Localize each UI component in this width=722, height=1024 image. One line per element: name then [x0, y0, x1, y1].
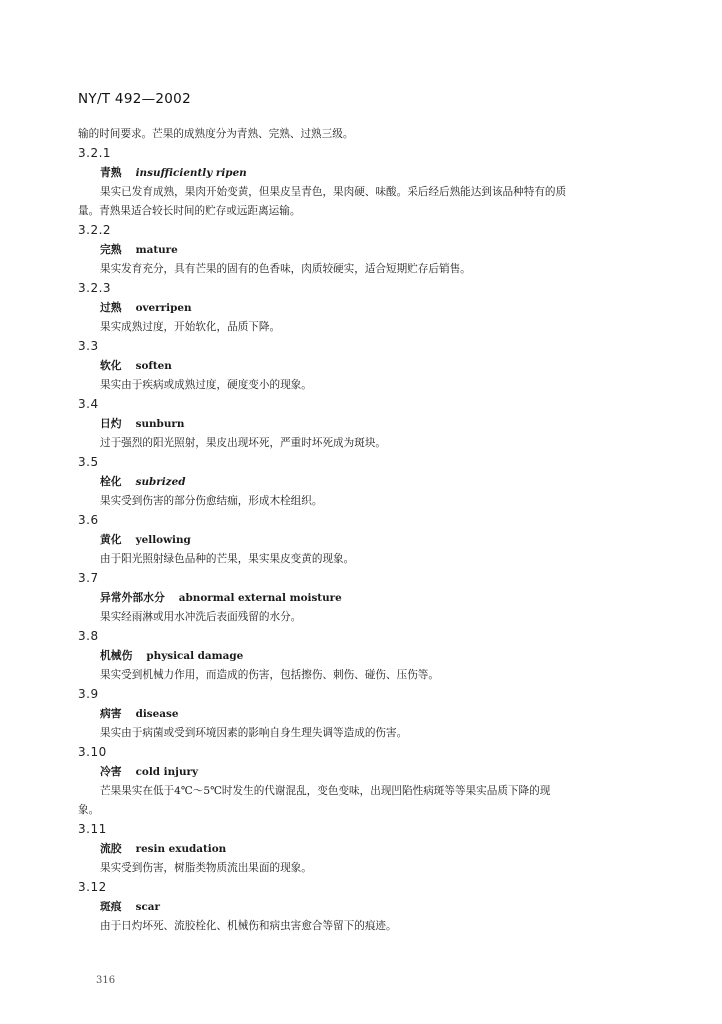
clause-number: 3.9 — [78, 687, 99, 701]
term-entry — [78, 820, 658, 878]
term-english: disease — [135, 708, 179, 720]
term-definition: 过于强烈的阳光照射，果皮出现坏死，严重时坏死成为斑块。 — [100, 437, 387, 449]
term-heading — [78, 762, 658, 782]
term-english: resin exudation — [135, 843, 227, 855]
term-heading — [78, 414, 658, 434]
clause-number: 3.7 — [78, 571, 99, 585]
term-english: soften — [135, 360, 172, 372]
term-definition: 果实发育充分，具有芒果的固有的色香味，肉质较硬实，适合短期贮存后销售。 — [100, 263, 471, 275]
term-english: mature — [135, 244, 178, 256]
term-entry — [78, 144, 658, 221]
term-heading — [78, 588, 658, 608]
term-definition: 果实已发育成熟，果肉开始变黄，但果皮呈青色，果肉硬、味酸。采后经后熟能达到该品种特有的质 — [100, 186, 567, 198]
clause-number: 3.10 — [78, 745, 107, 759]
term-definition-continued: 象。 — [78, 804, 100, 816]
term-heading — [78, 472, 658, 492]
term-definition: 果实经雨淋或用水冲洗后表面残留的水分。 — [100, 611, 302, 623]
term-heading — [78, 530, 658, 550]
term-heading — [78, 163, 658, 183]
term-definition: 由于日灼坏死、流胶栓化、机械伤和病虫害愈合等留下的痕迹。 — [100, 920, 397, 932]
clause-number: 3.4 — [78, 397, 99, 411]
term-chinese: 黄化 — [100, 533, 122, 546]
term-entry — [78, 337, 658, 395]
term-chinese: 流胶 — [100, 842, 122, 855]
term-entry — [78, 221, 658, 279]
term-definition: 果实受到机械力作用，而造成的伤害，包括擦伤、刺伤、碰伤、压伤等。 — [100, 669, 439, 681]
term-heading — [78, 646, 658, 666]
term-entry — [78, 395, 658, 453]
clause-number: 3.11 — [78, 822, 107, 836]
term-definition: 果实受到伤害，树脂类物质流出果面的现象。 — [100, 862, 312, 874]
term-english: sunburn — [135, 418, 185, 430]
term-heading — [78, 704, 658, 724]
clause-number: 3.2.3 — [78, 281, 112, 295]
term-definition-continued: 量。青熟果适合较长时间的贮存或远距离运输。 — [78, 205, 301, 217]
standard-code-header: NY/T 492—2002 — [78, 91, 191, 107]
term-chinese: 软化 — [100, 359, 122, 372]
term-english: subrized — [135, 476, 186, 488]
term-heading — [78, 298, 658, 318]
term-definition: 由于阳光照射绿色品种的芒果，果实果皮变黄的现象。 — [100, 553, 355, 565]
term-definition: 果实受到伤害的部分伤愈结痂，形成木栓组织。 — [100, 495, 323, 507]
clause-number: 3.5 — [78, 455, 99, 469]
clause-number: 3.12 — [78, 880, 107, 894]
term-english: scar — [135, 901, 160, 913]
term-chinese: 过熟 — [100, 301, 122, 314]
clause-number: 3.6 — [78, 513, 99, 527]
term-chinese: 机械伤 — [100, 649, 133, 662]
term-chinese: 完熟 — [100, 243, 122, 256]
term-chinese: 日灼 — [100, 417, 122, 430]
intro-text: 输的时间要求。芒果的成熟度分为青熟、完熟、过熟三级。 — [78, 128, 354, 140]
term-definition: 果实由于疾病或成熟过度，硬度变小的现象。 — [100, 379, 312, 391]
term-entry — [78, 453, 658, 511]
term-entry — [78, 569, 658, 627]
term-entry — [78, 878, 658, 936]
term-heading — [78, 839, 658, 859]
term-chinese: 栓化 — [100, 475, 122, 488]
term-chinese: 病害 — [100, 707, 122, 720]
term-entry — [78, 627, 658, 685]
term-english: abnormal external moisture — [178, 592, 342, 604]
term-heading — [78, 897, 658, 917]
term-heading — [78, 356, 658, 376]
term-chinese: 异常外部水分 — [100, 591, 165, 604]
term-chinese: 斑痕 — [100, 900, 122, 913]
term-heading — [78, 240, 658, 260]
term-entry — [78, 743, 658, 820]
clause-number: 3.3 — [78, 339, 99, 353]
term-definition: 果实成熟过度，开始软化，品质下降。 — [100, 321, 281, 333]
term-english: insufficiently ripen — [135, 167, 247, 179]
clause-number: 3.8 — [78, 629, 99, 643]
term-definition: 果实由于病菌或受到环境因素的影响自身生理失调等造成的伤害。 — [100, 727, 408, 739]
term-entry — [78, 511, 658, 569]
term-english: physical damage — [146, 650, 244, 662]
clause-number: 3.2.1 — [78, 146, 112, 160]
term-entry — [78, 279, 658, 337]
document-body — [78, 125, 658, 936]
term-english: overripen — [135, 302, 192, 314]
term-chinese: 冷害 — [100, 765, 122, 778]
term-definition: 芒果果实在低于4℃～5℃时发生的代谢混乱，变色变味，出现凹陷性病斑等等果实品质下降的现 — [100, 785, 551, 797]
term-english: yellowing — [135, 534, 191, 546]
page-number: 316 — [96, 975, 116, 986]
clause-number: 3.2.2 — [78, 223, 112, 237]
term-entry — [78, 685, 658, 743]
term-chinese: 青熟 — [100, 166, 122, 179]
term-english: cold injury — [135, 766, 199, 778]
